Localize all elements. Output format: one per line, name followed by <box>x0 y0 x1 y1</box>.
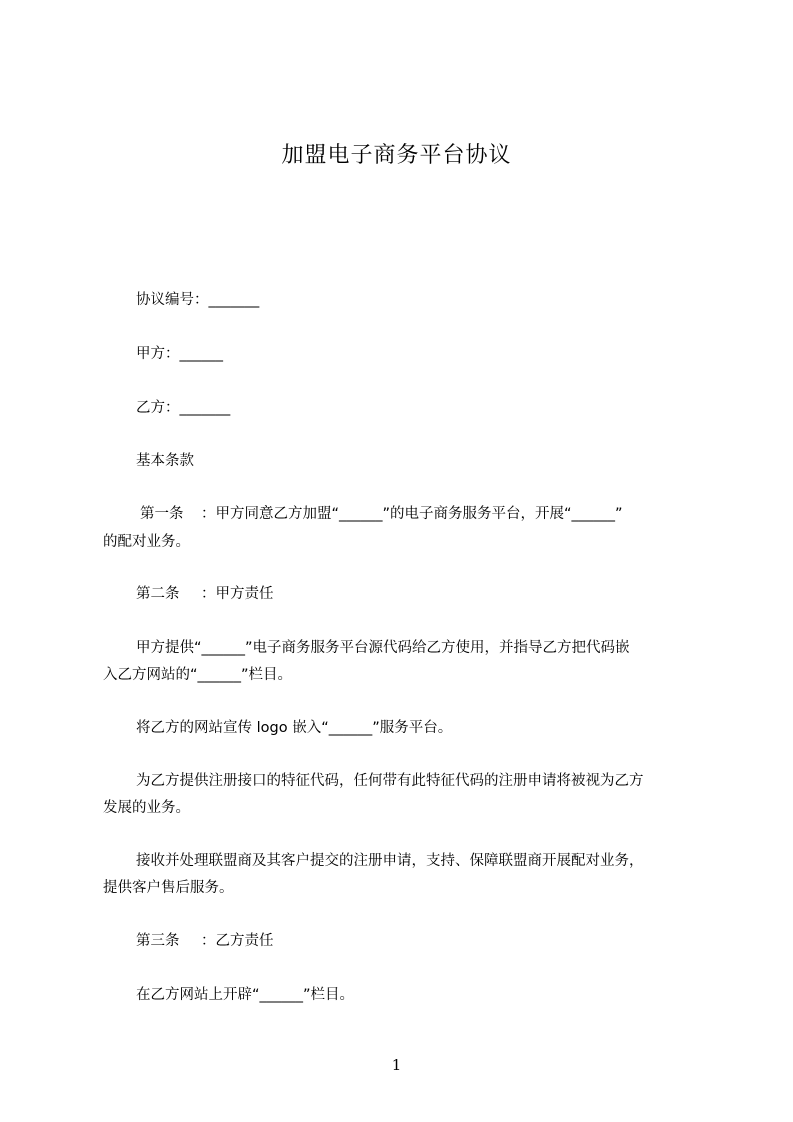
article-2-heading <box>103 578 738 610</box>
article-2-label: 第二条 <box>136 586 180 602</box>
article-3-heading <box>103 925 738 957</box>
document-title: 加盟电子商务平台协议 <box>281 143 512 168</box>
agreement-number: 协议编号：_______ <box>136 292 260 308</box>
section-heading: 基本条款 <box>136 453 194 469</box>
page-number: 1 <box>391 1056 402 1074</box>
article-3-p1: 在乙方网站上开辟“______”栏目。 <box>136 987 355 1003</box>
article-2-p3-line-1: 为乙方提供注册接口的特征代码，任何带有此特征代码的注册申请将被视为乙方 <box>136 773 644 789</box>
article-2-p4-line-2: 提供客户售后服务。 <box>103 880 234 896</box>
article-2-p1-line-2: 入乙方网站的“______”栏目。 <box>103 667 293 683</box>
article-3-title: ：乙方责任 <box>201 933 274 949</box>
party-b: 乙方：_______ <box>136 400 231 416</box>
article-2-p2: 将乙方的网站宣传 logo 嵌入“______”服务平台。 <box>136 720 453 736</box>
article-2-title: ：甲方责任 <box>201 586 274 602</box>
article-2-p1-line-1: 甲方提供“______”电子商务服务平台源代码给乙方使用，并指导乙方把代码嵌 <box>136 640 630 656</box>
article-3-label: 第三条 <box>136 933 180 949</box>
article-2-p3-line-2: 发展的业务。 <box>103 800 190 816</box>
article-1-label: 第一条 <box>140 506 184 522</box>
article-1-line-2: 的配对业务。 <box>103 534 190 550</box>
article-1-text: ：甲方同意乙方加盟“______”的电子商务服务平台，开展“______” <box>201 506 623 522</box>
article-2-p4-line-1: 接收并处理联盟商及其客户提交的注册申请，支持、保障联盟商开展配对业务， <box>136 853 644 869</box>
party-a: 甲方：______ <box>136 346 223 362</box>
